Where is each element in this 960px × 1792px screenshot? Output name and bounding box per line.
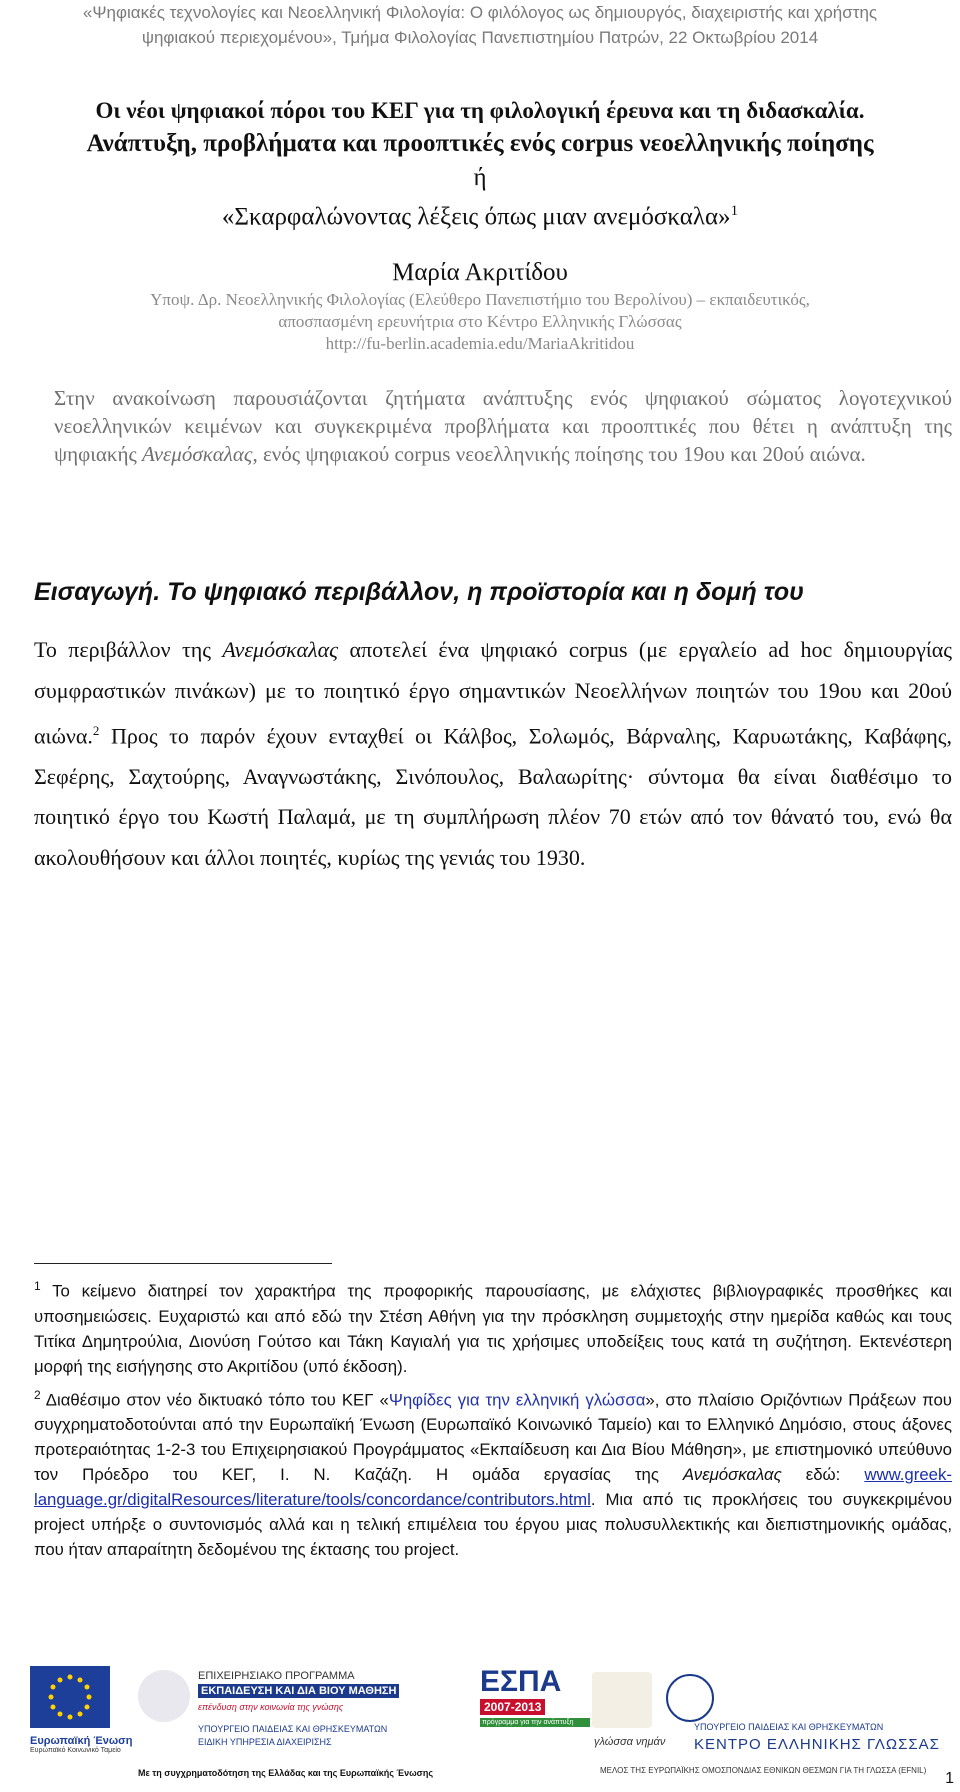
program-emblem-icon xyxy=(138,1670,190,1722)
keg-line-1: ΥΠΟΥΡΓΕΙΟ ΠΑΙΔΕΙΑΣ ΚΑΙ ΘΡΗΣΚΕΥΜΑΤΩΝ xyxy=(694,1722,884,1732)
footnote-2-text-b: », στο πλαίσιο Οριζόντιων Πράξεων που συγχρηματοδοτούνται από την Ευρωπαϊκή Ένωση (Ευρωπαϊκό Κοινωνικό Ταμείο) και το Ελληνικό Δημόσιο, στους άξονες προτεραιότητας 1-2-3 του Επιχειρησιακού Προγράμματος «Εκπαίδευση και Δια Βίου Μάθηση», με επιστημονικό υπεύθυνο τον Πρόεδρο του ΚΕΓ, Ι. Ν. Καζάζη. Η ομάδα εργασίας της xyxy=(34,1390,952,1485)
abstract-italic: Ανεμόσκαλας xyxy=(142,442,253,466)
body-text-c: Προς το παρόν έχουν ενταχθεί οι Κάλβος, Σολωμός, Βάρναλης, Καρυωτάκης, Καβάφης, Σεφέρης, Σαχτούρης, Αναγνωστάκης, Σινόπουλος, Βαλαωρίτης· σύντομα θα είναι διαθέσιμο το ποιητικό έργο του Κωστή Παλαμά, με τη συμπλήρωση πλέον 70 ετών από τον θάνατό του, ενώ θα ακολουθήσουν και άλλοι ποιητές, κυρίως της γενιάς του 1930. xyxy=(34,723,952,870)
footnote-2-italic: Ανεμόσκαλας xyxy=(682,1465,782,1485)
footnote-2-site-name: Ψηφίδες για την ελληνική γλώσσα xyxy=(388,1390,646,1410)
eu-label: Ευρωπαϊκή Ένωση xyxy=(30,1735,133,1747)
abstract-part-2: , ενός ψηφιακού corpus νεοελληνικής ποίησης του 19ου και 20ού αιώνα. xyxy=(252,442,866,466)
eu-logo xyxy=(30,1666,133,1784)
program-line-1: ΕΠΙΧΕΙΡΗΣΙΑΚΟ ΠΡΟΓΡΑΜΜΑ xyxy=(198,1670,355,1682)
title-line-1: Οι νέοι ψηφιακοί πόροι του ΚΕΓ για τη φιλολογική έρευνα και τη διδασκαλία. xyxy=(95,98,865,123)
psifides-emblem-icon xyxy=(592,1672,652,1728)
footnote-2-number: 2 xyxy=(34,1387,41,1402)
title-line-4-text: «Σκαρφαλώνοντας λέξεις όπως μιαν ανεμόσκαλα» xyxy=(221,203,731,231)
footnote-2-text-a: Διαθέσιμο στον νέο δικτυακό τόπο του ΚΕΓ « xyxy=(40,1390,389,1410)
footnote-ref-2[interactable]: 2 xyxy=(92,723,100,738)
title-line-2: Ανάπτυξη, προβλήματα και προοπτικές ενός corpus νεοελληνικής ποίησης xyxy=(86,130,874,157)
body-paragraph xyxy=(34,630,952,878)
section-heading: Εισαγωγή. Το ψηφιακό περιβάλλον, η προϊστορία και η δομή του xyxy=(34,578,804,606)
funding-logos xyxy=(30,1666,950,1782)
espa-years: 2007-2013 xyxy=(480,1699,545,1715)
header-line-2: ψηφιακού περιεχομένου», Τμήμα Φιλολογίας Πανεπιστημίου Πατρών, 22 Οκτωβρίου 2014 xyxy=(141,28,819,47)
footnote-2-link[interactable]: www.greek-language.gr/digitalResources/literature/tools/concordance/contributors.html xyxy=(34,1465,952,1510)
title-line-4 xyxy=(0,195,960,233)
page-number: 1 xyxy=(945,1770,954,1787)
program-line-5: ΕΙΔΙΚΗ ΥΠΗΡΕΣΙΑ ΔΙΑΧΕΙΡΙΣΗΣ xyxy=(198,1737,332,1747)
footnote-2-text-c: εδώ: xyxy=(781,1465,865,1485)
eu-flag-icon xyxy=(30,1666,110,1728)
footnote-ref-1[interactable]: 1 xyxy=(730,203,739,219)
body-text-b: αποτελεί ένα ψηφιακό corpus (με εργαλείο ad hoc δημιουργίας συμφραστικών πινάκων) με το ποιητικό έργο σημαντικών Νεοελλήνων ποιητών του 19ου και 20ού αιώνα. xyxy=(34,637,952,749)
author-affiliation-1: Υποψ. Δρ. Νεοελληνικής Φιλολογίας (Ελεύθερο Πανεπιστήμιο του Βερολίνου) – εκπαιδευτικός, xyxy=(150,290,810,309)
cofund-caption: Με τη συγχρηματοδότηση της Ελλάδας και της Ευρωπαϊκής Ένωσης xyxy=(138,1768,434,1778)
author-affiliation-2: αποσπασμένη ερευνήτρια στο Κέντρο Ελληνικής Γλώσσας xyxy=(278,312,682,331)
footnote-1-text: Το κείμενο διατηρεί τον χαρακτήρα της προφορικής παρουσίασης, με ελάχιστες βιβλιογραφικές προσθήκες και υποσημειώσεις. Ευχαριστώ και από εδώ την Στέση Αθήνη για την πρόσκληση συμμετοχής στην ημερίδα καθώς και τους Τιτίκα Δημητρούλια, Διονύση Γούτσο και Τάκη Καγιαλή για τις χρήσιμες υποδείξεις τους κατά τη συζήτηση. Εκτενέστερη μορφή της εισήγησης στο Ακριτίδου (υπό έκδοση). xyxy=(34,1281,952,1376)
body-text-a: Το περιβάλλον της xyxy=(34,637,223,662)
footnote-divider xyxy=(34,1263,332,1264)
footnote-2-text-d: . Μια από τις προκλήσεις του συγκεκριμένου project υπήρξε ο συντονισμός αλλά και η τελική επιμέλεια του έργου μιας πολυσυλλεκτικής και διεπιστημονικής ομάδας, που ήταν απαραίτητη δεδομένου της έκτασης του project. xyxy=(34,1490,952,1560)
program-line-2: ΕΚΠΑΙΔΕΥΣΗ ΚΑΙ ΔΙΑ ΒΙΟΥ ΜΑΘΗΣΗ xyxy=(198,1684,399,1698)
abstract xyxy=(54,384,952,468)
espa-logo xyxy=(480,1666,590,1746)
program-line-3: επένδυση στην κοινωνία της γνώσης xyxy=(198,1702,344,1712)
body-italic: Ανεμόσκαλας xyxy=(222,637,339,662)
keg-line-2: ΚΕΝΤΡΟ ΕΛΛΗΝΙΚΗΣ ΓΛΩΣΣΑΣ xyxy=(694,1736,940,1753)
eu-sublabel: Ευρωπαϊκό Κοινωνικό Ταμείο xyxy=(30,1747,121,1754)
footnotes xyxy=(34,1274,952,1566)
title-line-3: ή xyxy=(473,164,487,191)
running-header xyxy=(0,0,960,50)
program-logo xyxy=(138,1666,478,1784)
footnote-1 xyxy=(34,1274,952,1379)
header-line-1: «Ψηφιακές τεχνολογίες και Νεοελληνική Φιλολογία: Ο φιλόλογος ως δημιουργός, διαχειριστής και χρήστης xyxy=(82,3,878,22)
espa-subtitle: πρόγραμμα για την ανάπτυξη xyxy=(480,1718,590,1727)
footnote-1-number: 1 xyxy=(34,1279,41,1293)
espa-title: ΕΣΠΑ xyxy=(480,1665,562,1698)
program-line-4: ΥΠΟΥΡΓΕΙΟ ΠΑΙΔΕΙΑΣ ΚΑΙ ΘΡΗΣΚΕΥΜΑΤΩΝ xyxy=(198,1724,388,1734)
author-name: Μαρία Ακριτίδου xyxy=(392,259,568,286)
author-url[interactable]: http://fu-berlin.academia.edu/MariaAkritidou xyxy=(325,334,635,353)
footnote-2 xyxy=(34,1383,952,1563)
abstract-part-1: Στην ανακοίνωση παρουσιάζονται ζητήματα ανάπτυξης ενός ψηφιακού σώματος λογοτεχνικού νεοελληνικών κειμένων και συγκεκριμένα προβλήματα και προοπτικές που θέτει η ανάπτυξη της ψηφιακής xyxy=(54,386,952,466)
keg-line-3: ΜΕΛΟΣ ΤΗΣ ΕΥΡΩΠΑΪΚΗΣ ΟΜΟΣΠΟΝΔΙΑΣ ΕΘΝΙΚΩΝ ΘΕΣΜΩΝ ΓΙΑ ΤΗ ΓΛΩΣΣΑ (EFNIL) xyxy=(600,1766,927,1775)
keg-logo xyxy=(590,1666,960,1784)
keg-emblem-icon xyxy=(666,1674,714,1722)
psifides-label: γλώσσα νημάν xyxy=(594,1736,666,1748)
